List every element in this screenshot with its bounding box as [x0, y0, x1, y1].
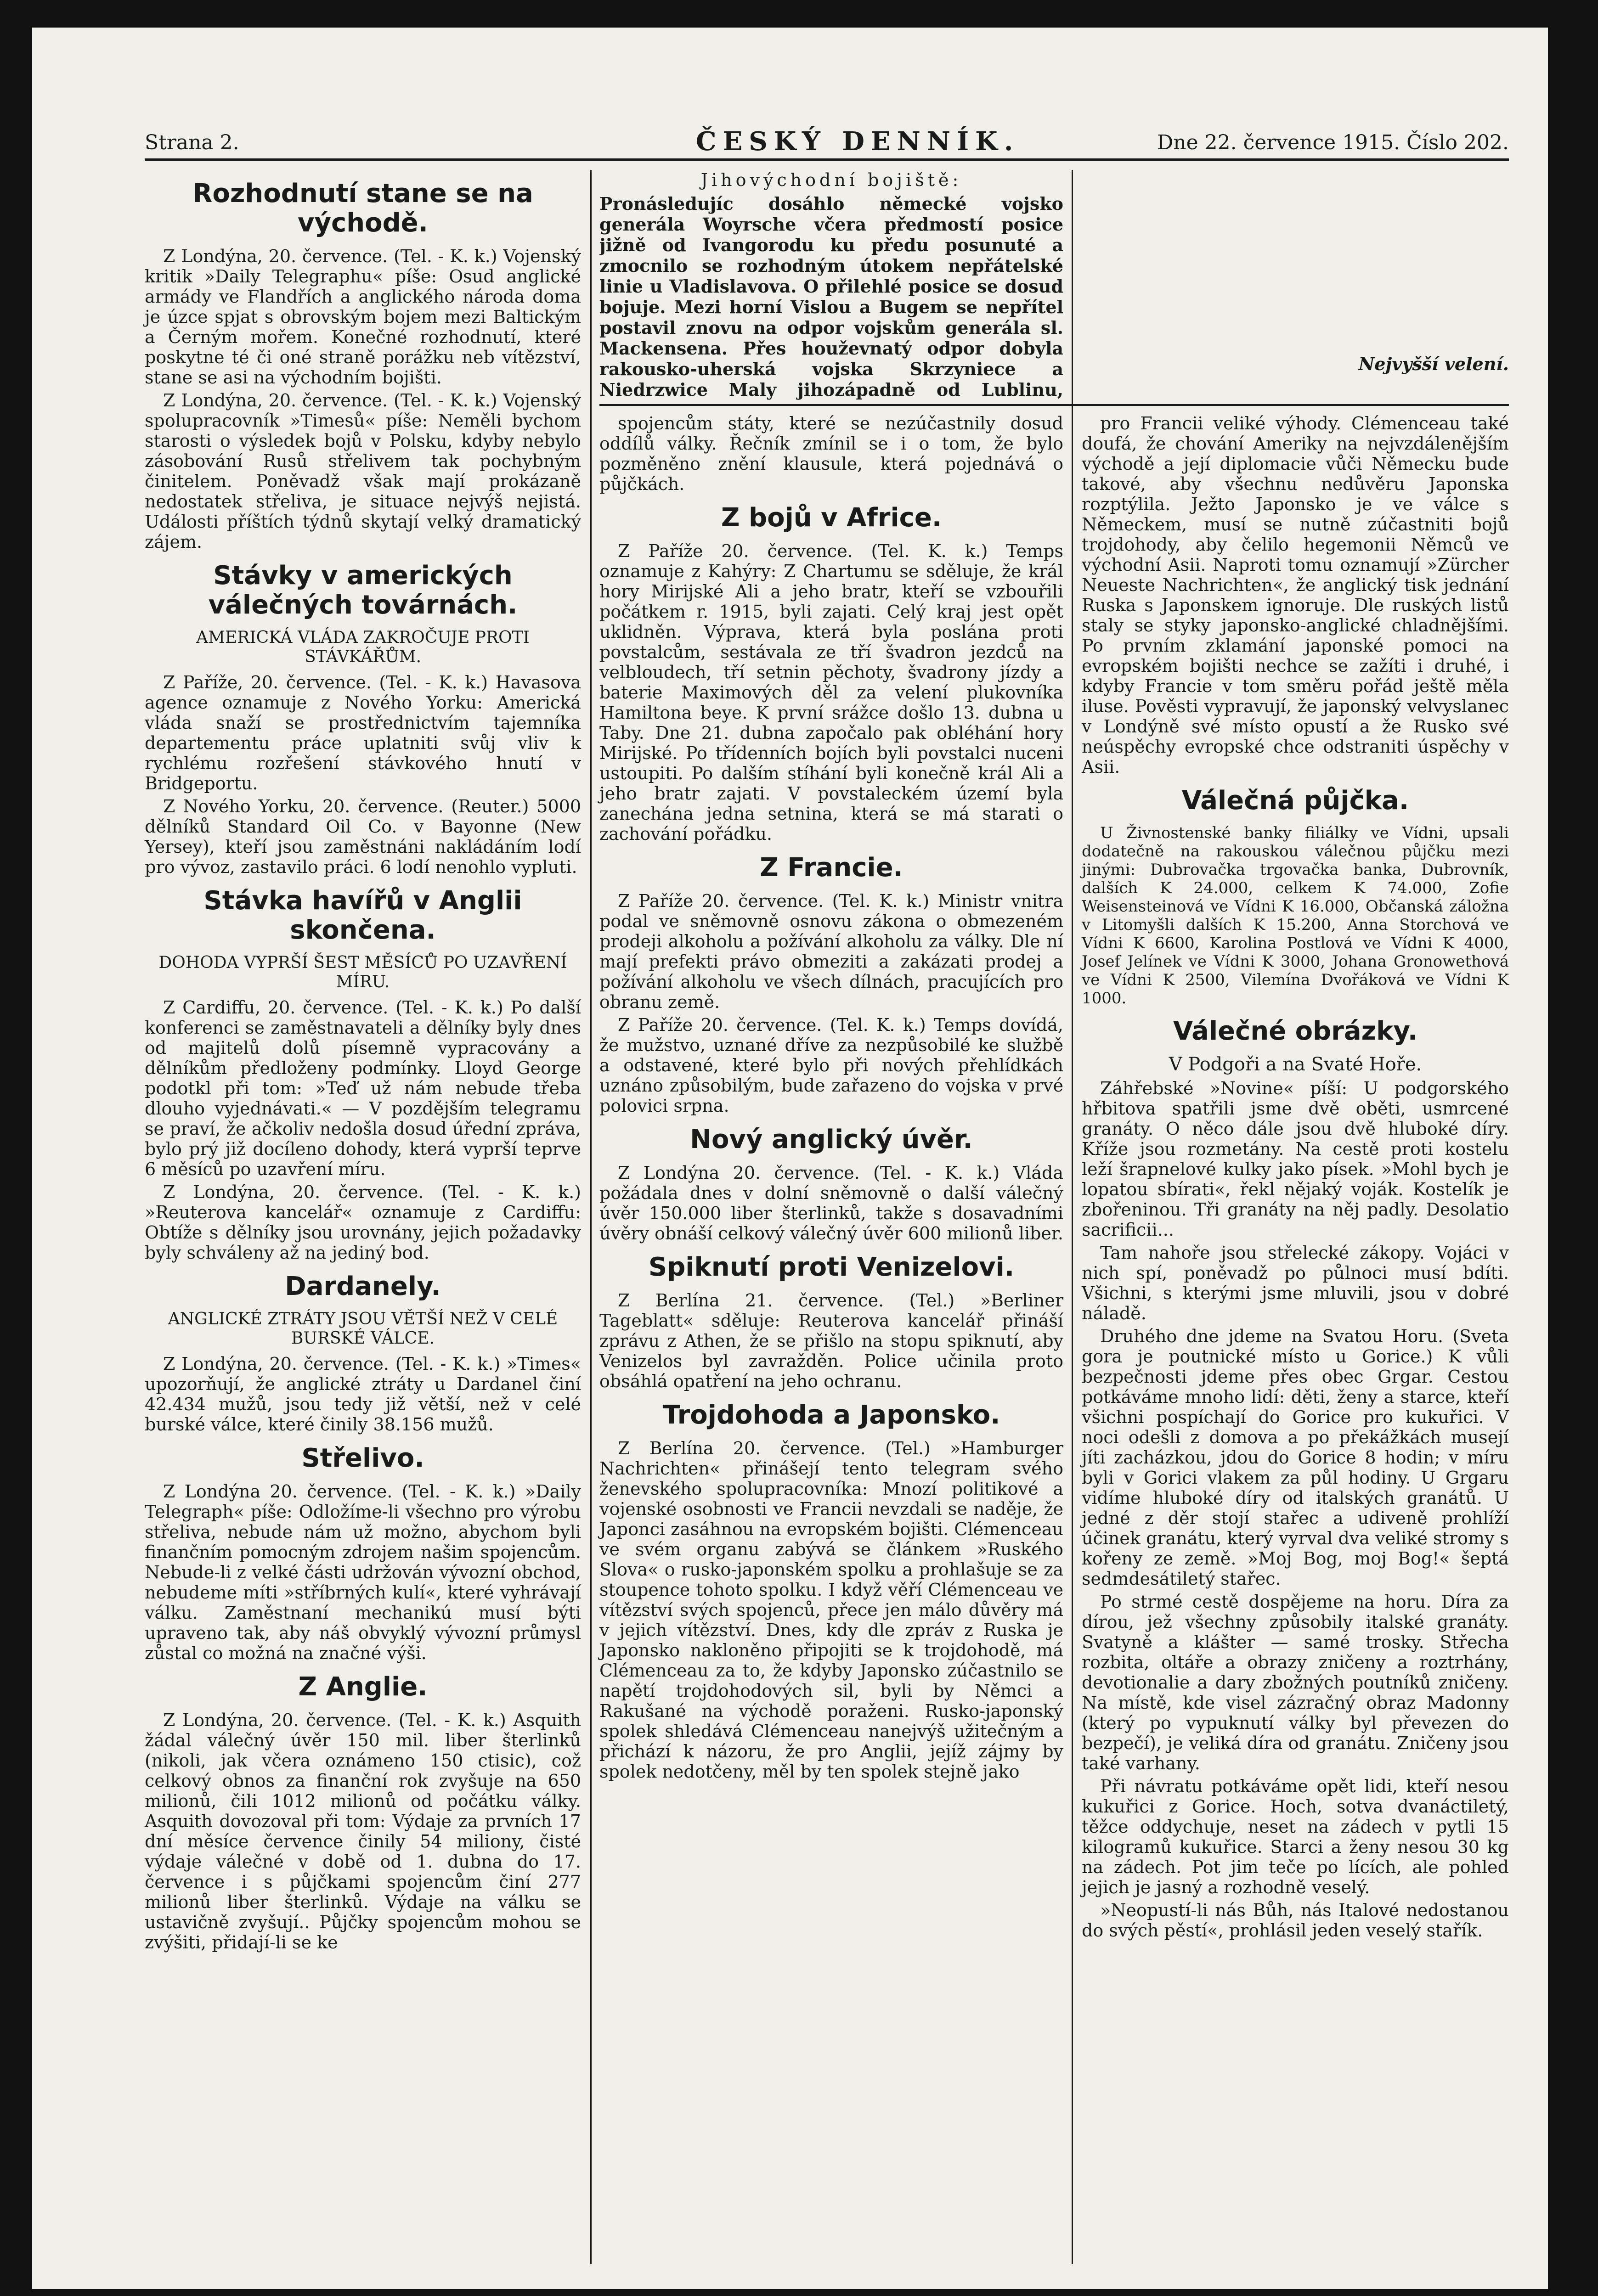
headline: Dardanely. [285, 1272, 441, 1301]
subheadline: ANGLICKÉ ZTRÁTY JSOU VĚTŠÍ NEŽ V CELÉ BURSKÉ VÁLCE. [168, 1310, 558, 1348]
headline: Stávky v amerických válečných továrnách. [208, 561, 518, 620]
subheadline: DOHODA VYPRŠÍ ŠEST MĚSÍCŮ PO UZAVŘENÍ MÍRU. [158, 953, 567, 991]
paragraph: Z Paříže 20. července. (Tel. K. k.) Ministr vnitra podal ve sněmovně osnovu zákona o obmezeném prodeji alkoholu a požívání alkoholu za války. Dle ní mají prefekti právo obmeziti a zakázati prodej a požívání alkoholu ve všech dílnách, pracujících pro obranu země. [599, 891, 1063, 1012]
paragraph: Z Londýna, 20. července. (Tel. - K. k.) Vojenský kritik »Daily Telegraphu« píše: Osud anglické armády ve Flandřích a anglického národa doma je úzce spjat s obrovským bojem mezi Baltickým a Černým mořem. Konečné rozhodnutí, které poskytne té či oné straně porážku neb vítězství, stane se asi na východním bojišti. [145, 246, 581, 388]
date-text: Dne 22. července 1915. [1157, 131, 1400, 154]
paragraph: Z Berlína 20. července. (Tel.) »Hamburger Nachrichten« přinášejí tento telegram svého ženevského spolupracovníka: Mnozí politikové a vojenské osobnosti ve Francii nevzdali se naděje, že Japonci zasáhnou na evropském bojišti. Clémenceau ve svém organu zabývá se článkem »Ruského Slova« o rusko-japonském spolku a prohlašuje se za stoupence tohoto spolku. I když věří Clémenceau ve vítězství svých spojenců, přece jen málo důvěry má v jejich vítězství. Dnes, kdy dle zpráv z Ruska je Japonsko nakloněno připojiti se k trojdohodě, má Clémenceau za to, že kdyby Japonsko zúčastnilo se napětí trojdohodových sil, byli by Němci a Rakušané na východě poraženi. Rusko-japonský spolek shledává Clémenceau nanejvýš užitečným a přichází k názoru, že pro Anglii, jejíž zájmy by spolek nedotčeny, měl by ten spolek stejně jako [599, 1438, 1063, 1782]
paragraph: U Živnostenské banky filiálky ve Vídni, upsali dodatečně na rakouskou válečnou půjčku mezi jinými: Dubrovačka trgovačka banka, Dubrovník, dalších K 24.000, celkem K 74.000, Zofie Weisensteinová ve Vídni K 16.000, Občanská záložna v Litomyšli dalších K 15.200, Anna Storchová ve Vídni K 6600, Karolina Postlová ve Vídni K 4000, Josef Jelínek ve Vídni K 3000, Johana Gronowethová ve Vídni K 2500, Vilemína Dvořáková ve Vídni K 1000. [1082, 824, 1509, 1007]
official-bulletin [599, 170, 1063, 400]
bulletin-signature: Nejvyšší velení. [1358, 354, 1509, 374]
paragraph: Záhřebské »Novine« píší: U podgorského hřbitova spatřili jsme dvě oběti, usmrcené granáty. O něco dále jsou dvě hluboké díry. Kříže jsou rozmetány. Na cestě proti kostelu leží šrapnelové kulky jako písek. »Mohl bych je lopatou sbírati«, řekl nějaký voják. Kostelík je zbořeninou. Tři granáty na něj padly. Desolatio sacrificii... [1082, 1078, 1509, 1240]
paragraph: Z Londýna, 20. července. (Tel. - K. k.) »Times« upozorňují, že anglické ztráty u Dardanel činí 42.434 mužů, jsou tedy již větší, než v celé burské válce, které činily 38.156 mužů. [145, 1354, 581, 1435]
column-divider [1072, 170, 1073, 2264]
paragraph: Z Paříže 20. července. (Tel. K. k.) Temps oznamuje z Kahýry: Z Chartumu se sděluje, že král hory Mirijské Ali a jeho bratr, kteří se vzbouřili počátkem r. 1915, byli zajati. Celý kraj jest opět uklidněn. Výprava, která byla poslána proti povstalcům, sestávala ze tří švadron jezdců na velbloudech, tří setnin pěchoty, švadrony jízdy a baterie Maximových děl za velení plukovníka Hamiltona beye. K první srážce došlo 13. dubna u Taby. Dne 21. dubna započalo pak obléhání hory Mirijské. Po třídenních bojích byli povstalci nuceni ustoupiti. Po dalším stíhání byli konečně král Ali a jeho bratr zajati. V povstaleckém území byla zanechána jedna setnina, která se má starati o zachování pořádku. [599, 541, 1063, 844]
headline: Z Anglie. [298, 1672, 428, 1702]
subheadline: AMERICKÁ VLÁDA ZAKROČUJE PROTI STÁVKÁŘŮM. [196, 628, 530, 666]
column-divider [590, 170, 592, 2264]
paragraph: Z Londýna 20. července. (Tel. - K. k.) »Daily Telegraph« píše: Odložíme-li všechno pro výrobu střeliva, nebude nám už možno, abychom byli finančním pomocným zdrojem našim spojencům. Nebude-li z velké části udržován vývozní obchod, nebudeme míti »stříbrných kulí«, které vyhrávají válku. Zaměstnaní mechanikú musí býti upraveno tak, aby náš obvyklý vývozní průmysl zůstal co možná na značné výši. [145, 1481, 581, 1663]
issue-number: Číslo 202. [1406, 131, 1509, 154]
issue-date [1157, 131, 1509, 154]
headline: Stávka havířů v Anglii skončena. [203, 886, 522, 945]
paragraph: Z Londýna, 20. července. (Tel. - K. k.) Asquith žádal válečný úvěr 150 mil. liber šterlinků (nikoli, jak včera oznámeno 150 ctisic), což celkový obnos za finanční rok zvyšuje na 650 milionů, čili 1012 milionů od počátku války. Asquith dovozoval při tom: Výdaje za prvních 17 dní měsíce července činily 54 miliony, čisté výdaje válečné v době od 1. dubna do 17. července i s půjčkami spojencům činí 277 milionů liber šterlinků. Výdaje na válku se ustavičně zvyšují.. Půjčky spojencům mohou se zvýšiti, přidají-li se ke [145, 1710, 581, 1953]
headline: Z bojů v Africe. [721, 503, 942, 533]
paragraph: Při návratu potkáváme opět lidi, kteří nesou kukuřici z Gorice. Hoch, sotva dvanáctiletý, těžce oddychuje, neset na zádech v pytli 15 kilogramů kukuřice. Starci a ženy nesou 30 kg na zádech. Pot jim teče po lících, ale pohled jejich je jasný a rozhodně veselý. [1082, 1776, 1509, 1897]
headline: Nový anglický úvěr. [690, 1125, 973, 1154]
paragraph: Z Londýna 20. července. (Tel. - K. k.) Vláda požádala dnes v dolní sněmovně o další válečný úvěr 150.000 liber šterlinků, takže s dosavadními úvěry obnáší celkový válečný úvěr 600 milionů liber. [599, 1163, 1063, 1244]
paragraph: Z Paříže, 20. července. (Tel. - K. k.) Havasova agence oznamuje z Nového Yorku: Americká vláda snaží se prostřednictvím tajemníka departementu práce uplatniti svůj vliv k rychlému rozřešení stávkového hnutí v Bridgeportu. [145, 672, 581, 793]
headline: Trojdohoda a Japonsko. [662, 1400, 1000, 1430]
headline: Spiknutí proti Venizelovi. [648, 1252, 1015, 1282]
paragraph: Z Londýna, 20. července. (Tel. - K. k.) »Reuterova kancelář« oznamuje z Cardiffu: Obtíže s dělníky jsou urovnány, jejich požadavky byly schváleny až na jediný bod. [145, 1182, 581, 1263]
column-1 [145, 170, 581, 1955]
headline: Z Francie. [760, 853, 903, 883]
paragraph: »Neopustí-li nás Bůh, nás Italové nedostanou do svých pěstí«, prohlásil jeden veselý stařík. [1082, 1900, 1509, 1941]
newspaper-title: ČESKÝ DENNÍK. [696, 126, 1020, 157]
column-2 [599, 413, 1063, 1784]
paragraph: pro Francii veliké výhody. Clémenceau také doufá, že chování Ameriky na nejvzdálenějším východě a její diplomacie vůči Německu bude takové, aby všechnu nedůvěru Japonska rozptýlila. Ježto Japonsko je ve válce s Německem, musí se nutně zúčastniti bojů trojdohody, aby čelilo hegemonii Němců ve východní Asii. Naproti tomu oznamují »Zürcher Neueste Nachrichten«, že anglický tisk jednání Ruska s Japonskem ignoruje. Dle ruských listů staly se styky japonsko-anglické chladnějšími. Po prvním zklamání japonské pomoci na evropském bojišti nechce se zažíti i druhé, i kdyby Francie v tom směru pořád ještě měla iluse. Pověsti vypravují, že japonský velvyslanec v Londýně své místo opustí a že Rusko své neúspěchy evropské chce odstraniti úspěchy v Asii. [1082, 413, 1509, 777]
page-number: Strana 2. [145, 131, 239, 154]
paragraph: spojencům státy, které se nezúčastnily dosud oddílů války. Řečník zmínil se i o tom, že bylo pozměněno znění klausule, která pojednává o půjčkách. [599, 413, 1063, 494]
newspaper-page [32, 28, 1548, 2289]
paragraph: Z Cardiffu, 20. července. (Tel. - K. k.) Po další konferenci se zaměstnavateli a dělníky byly dnes od majitelů dolů písemně vypracovány a dělníkům předloženy podmínky. Lloyd George podotkl při tom: »Teď už nám nebude třeba dlouho vyjednávati.« — V pozdějším telegramu se praví, že ačkoliv nedošla dosud úřední zpráva, bylo prý již docíleno dohody, která vyprší teprve 6 měsíců po uzavření míru. [145, 997, 581, 1179]
headline: Válečná půjčka. [1181, 786, 1409, 816]
bulletin-text: Pronásledujíc dosáhlo německé vojsko generála Woyrsche včera předmostí posice jižně od Ivangorodu ku předu posunuté a zmocnilo se rozhodným útokem nepřátelské linie u Vladislavova. O přilehlé posice se dosud bojuje. Mezi horní Vislou a Bugem se nepřítel postavil znovu na odpor vojskům generála sl. Mackensena. Přes houževnatý odpor dobyla rakousko-uherská vojska Skrzyniece a Niedrzwice Maly jihozápadně od Lublinu, [599, 193, 1063, 400]
headline: Střelivo. [301, 1443, 424, 1473]
paragraph: Z Nového Yorku, 20. července. (Reuter.) 5000 dělníků Standard Oil Co. v Bayonne (New Yersey), kteří jsou zaměstnáni nakládáním lodí pro vývoz, zastavilo práci. 6 lodí nenohlo vypluti. [145, 796, 581, 877]
column-3 [1082, 413, 1509, 1943]
paragraph: Tam nahoře jsou střelecké zákopy. Vojáci v nich spí, poněvadž po půlnoci musí bdíti. Všichni, s kterými jsme mluvili, jsou v dobré náladě. [1082, 1243, 1509, 1323]
headline: Válečné obrázky. [1173, 1016, 1418, 1046]
bulletin-rule [599, 404, 1509, 406]
paragraph: Z Paříže 20. července. (Tel. K. k.) Temps dovídá, že mužstvo, uznané dříve za nezpůsobilé ke službě a odstavené, které bylo při nových přehlídkách uznáno způsobilým, bude zařazeno do vojska v prvé polovici srpna. [599, 1015, 1063, 1116]
bulletin-title: Jihovýchodní bojiště: [700, 170, 962, 190]
paragraph: Druhého dne jdeme na Svatou Horu. (Sveta gora je poutnické místo u Gorice.) K vůli bezpečnosti jdeme přes obec Grgar. Cestou potkáváme mnoho lidí: děti, ženy a starce, kteří všichni pospíchají do Gorice pro kukuřici. V noci odešli z domova a po překážkách musejí jíti zacházkou, jdou do Gorice 8 hodin; v míru byli v Gorici vlakem za půl hodiny. U Grgaru vidíme hluboké díry od italských granátů. U jedné z děr stojí stařec a udiveně prohlíží účinek granátu, který vyrval dva veliké stromy s kořeny ze země. »Moj Bog, moj Bog!« šeptá sedmdesátiletý stařec. [1082, 1326, 1509, 1589]
paragraph: Po strmé cestě dospějeme na horu. Díra za dírou, jež všechny způsobily italské granáty. Svatyně a klášter — samé trosky. Střecha rozbita, oltáře a obrazy zničeny a roztrhány, devotionalie a dary zbožných poutníků zničeny. Na místě, kde visel zázračný obraz Madonny (který po vypuknutí války byl převezen do bezpečí), je veliká díra od granátu. Zničeny jsou také varhany. [1082, 1592, 1509, 1773]
subheadline: V Podgoři a na Svaté Hoře. [1169, 1054, 1422, 1075]
official-bulletin-continued [1082, 170, 1509, 374]
masthead [145, 117, 1509, 161]
paragraph: Z Berlína 21. července. (Tel.) »Berliner Tageblatt« sděluje: Reuterova kancelář přináší zprávu z Athen, že se přišlo na stopu spiknutí, aby Venizelos byl zavražděn. Police učinila proto obsáhlá opatření na jeho ochranu. [599, 1290, 1063, 1391]
headline: Rozhodnutí stane se na východě. [192, 179, 533, 238]
paragraph: Z Londýna, 20. července. (Tel. - K. k.) Vojenský spolupracovník »Timesů« píše: Neměli bychom starosti o výsledek bojů v Polsku, kdyby nebylo zásobování Rusů střelivem tak pochybným činitelem. Poněvadž však mají prokázaně nedostatek střeliva, je situace nejvýš nejistá. Události příštích týdnů skytají velký dramatický zájem. [145, 390, 581, 552]
